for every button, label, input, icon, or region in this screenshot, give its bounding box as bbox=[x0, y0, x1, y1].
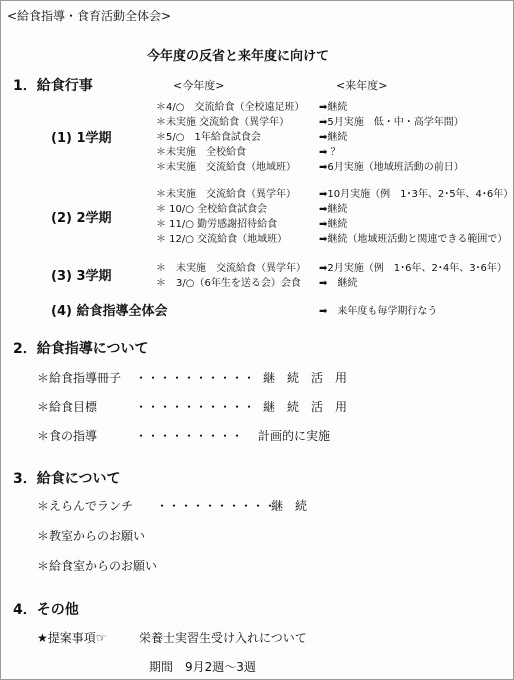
term3-row-left: ＊ 未実施 交流給食（異学年） bbox=[156, 263, 306, 274]
section2-heading: 2．給食指導について bbox=[13, 341, 149, 357]
term2-row-left: ＊ 11/○ 勤労感謝招待給食 bbox=[156, 219, 278, 230]
term1-row-right: ➡継続 bbox=[319, 132, 348, 143]
column-this-year: <今年度> bbox=[173, 79, 225, 92]
term1-row-left: ＊未実施 交流給食（異学年） bbox=[156, 117, 290, 128]
term1-row-right: ➡継続 bbox=[319, 102, 348, 113]
term1-row-left: ＊未実施 交流給食（地域班） bbox=[156, 162, 296, 173]
term1-row-left: ＊5/○ 1年給食試食会 bbox=[156, 132, 261, 143]
section3-item-name: ＊えらんでランチ bbox=[37, 499, 134, 513]
section2-item-name: ＊給食指導冊子 bbox=[37, 371, 122, 385]
section2-item-value: 継 続 活 用 bbox=[263, 371, 348, 385]
section2-item-dots: ・・・・・・・・・・ bbox=[135, 400, 256, 414]
column-next-year: <来年度> bbox=[336, 79, 388, 92]
section1-heading: 1．給食行事 bbox=[13, 78, 93, 94]
term2-row-right: ➡継続 bbox=[319, 204, 348, 215]
section2-item-dots: ・・・・・・・・・・ bbox=[135, 371, 256, 385]
section2-item-name: ＊給食目標 bbox=[37, 400, 98, 414]
term1-row-right: ➡6月実施（地域班活動の前日） bbox=[319, 162, 464, 173]
term2-row-left: ＊ 12/○ 交流給食（地域班） bbox=[156, 234, 288, 245]
term2-row-left: ＊未実施 交流給食（異学年） bbox=[156, 189, 296, 200]
section3-heading: 3．給食について bbox=[13, 471, 121, 487]
proposal-text: 栄養士実習生受け入れについて bbox=[139, 631, 307, 645]
proposal-label: ★提案事項☞ bbox=[37, 631, 107, 645]
term1-row-right: ➡5月実施 低・中・高学年間） bbox=[319, 117, 464, 128]
term3-row-left: ＊ 3/○（6年生を送る会）会食 bbox=[156, 278, 301, 289]
term3-label: (3) 3学期 bbox=[51, 269, 112, 284]
term2-row-right: ➡10月実施（例 1･3年、2･5年、4･6年） bbox=[319, 189, 514, 200]
term4-label: (4) 給食指導全体会 bbox=[51, 304, 168, 319]
term2-row-right: ➡継続 bbox=[319, 219, 348, 230]
section2-item-value: 継 続 活 用 bbox=[263, 400, 348, 414]
section2-item-value: 計画的に実施 bbox=[258, 429, 331, 443]
section2-item-name: ＊食の指導 bbox=[37, 429, 98, 443]
term1-row-left: ＊未実施 全校給食 bbox=[156, 147, 246, 158]
term2-row-right: ➡継続（地域班活動と関連できる範囲で） bbox=[319, 234, 508, 245]
term1-label: (1) 1学期 bbox=[51, 131, 112, 146]
term3-row-right: ➡2月実施（例 1･6年、2･4年、3･6年） bbox=[319, 263, 507, 274]
proposal-period: 期間 9月2週〜3週 bbox=[149, 660, 256, 674]
document-title: 今年度の反省と来年度に向けて bbox=[147, 49, 330, 64]
section2-item-dots: ・・・・・・・・・ bbox=[135, 429, 244, 443]
term3-row-right: ➡ 継続 bbox=[319, 278, 358, 289]
section4-heading: 4．その他 bbox=[13, 602, 79, 618]
term2-label: (2) 2学期 bbox=[51, 211, 112, 226]
term1-row-right: ➡ ？ bbox=[319, 147, 341, 158]
term2-row-left: ＊ 10/○ 全校給食試食会 bbox=[156, 204, 268, 215]
document-header: <給食指導・食育活動全体会> bbox=[7, 9, 172, 23]
section3-item-dots: ・・・・・・・・・・ bbox=[156, 499, 277, 513]
section3-item-name: ＊教室からのお願い bbox=[37, 529, 146, 543]
term1-row-left: ＊4/○ 交流給食（全校遠足班） bbox=[156, 102, 305, 113]
term4-right: ➡ 来年度も毎学期行なう bbox=[319, 306, 438, 317]
section3-item-name: ＊給食室からのお願い bbox=[37, 559, 158, 573]
section3-item-value: 継 続 bbox=[271, 499, 308, 513]
